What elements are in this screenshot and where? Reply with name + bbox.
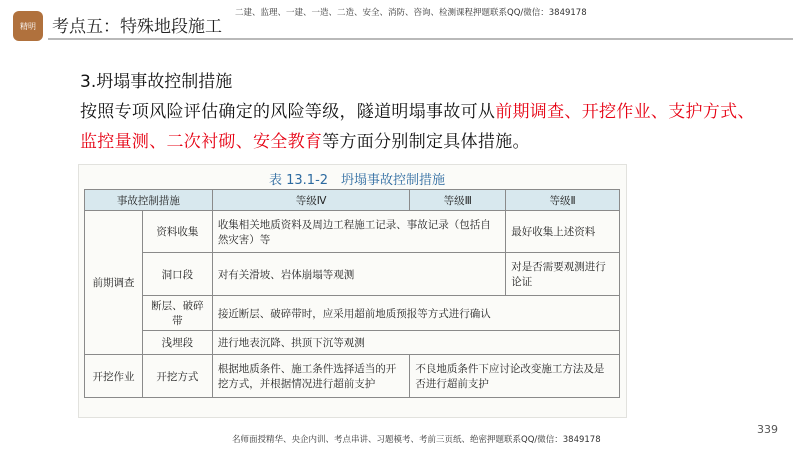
level-iii-ii-cell: 不良地质条件下应讨论改变施工方法及是否进行超前支护 (410, 355, 620, 398)
footer-contact-note: 名师面授精华、央企内训、考点串讲、习题模考、考前三页纸、绝密押题联系QQ/微信：3849178 (232, 435, 601, 445)
table-row (85, 331, 620, 355)
control-measures-table-figure (78, 164, 627, 418)
table-caption: 表 13.1-2 坍塌事故控制措施 (269, 173, 446, 188)
level-all-cell: 接近断层、破碎带时，应采用超前地质预报等方式进行确认 (212, 296, 619, 331)
table-row (85, 253, 620, 296)
section-paragraph (80, 97, 770, 157)
item-cell: 洞口段 (142, 253, 212, 296)
paragraph-text-start: 按照专项风险评估确定的风险等级，隧道明塌事故可从 (80, 102, 496, 122)
group-cell: 前期调查 (85, 211, 143, 355)
level-iv-cell: 对有关滑坡、岩体崩塌等观测 (212, 253, 505, 296)
paragraph-highlight: 前期调查、开挖作业、支护方式、监控量测、二次衬砌、安全教育 (80, 102, 755, 152)
header-measures: 事故控制措施 (85, 190, 213, 211)
table-header-row (85, 190, 620, 211)
page-number: 339 (757, 423, 778, 436)
header-level-iii: 等级Ⅲ (410, 190, 506, 211)
control-measures-table (84, 189, 620, 398)
header-level-iv: 等级Ⅳ (212, 190, 410, 211)
item-cell: 浅埋段 (142, 331, 212, 355)
item-cell: 资料收集 (142, 211, 212, 253)
group-cell: 开挖作业 (85, 355, 143, 398)
page-title: 考点五：特殊地段施工 (52, 17, 222, 37)
level-ii-cell: 最好收集上述资料 (506, 211, 620, 253)
table-row (85, 296, 620, 331)
paragraph-text-end: 等方面分别制定具体措施。 (322, 132, 530, 152)
level-iv-cell: 根据地质条件、施工条件选择适当的开挖方式，并根据情况进行超前支护 (212, 355, 410, 398)
item-cell: 断层、破碎带 (142, 296, 212, 331)
header-divider (48, 38, 793, 40)
header-level-ii: 等级Ⅱ (506, 190, 620, 211)
brand-logo: 精明 (13, 11, 43, 41)
item-cell: 开挖方式 (142, 355, 212, 398)
table-row (85, 211, 620, 253)
section-title: 3.坍塌事故控制措施 (80, 72, 233, 92)
level-all-cell: 进行地表沉降、拱顶下沉等观测 (212, 331, 619, 355)
table-row (85, 355, 620, 398)
header-contact-note: 二建、监理、一建、一造、二造、安全、消防、咨询、检测课程押题联系QQ/微信：3849178 (235, 8, 587, 18)
level-ii-cell: 对是否需要观测进行论证 (506, 253, 620, 296)
level-iv-cell: 收集相关地质资料及周边工程施工记录、事故记录（包括自然灾害）等 (212, 211, 505, 253)
